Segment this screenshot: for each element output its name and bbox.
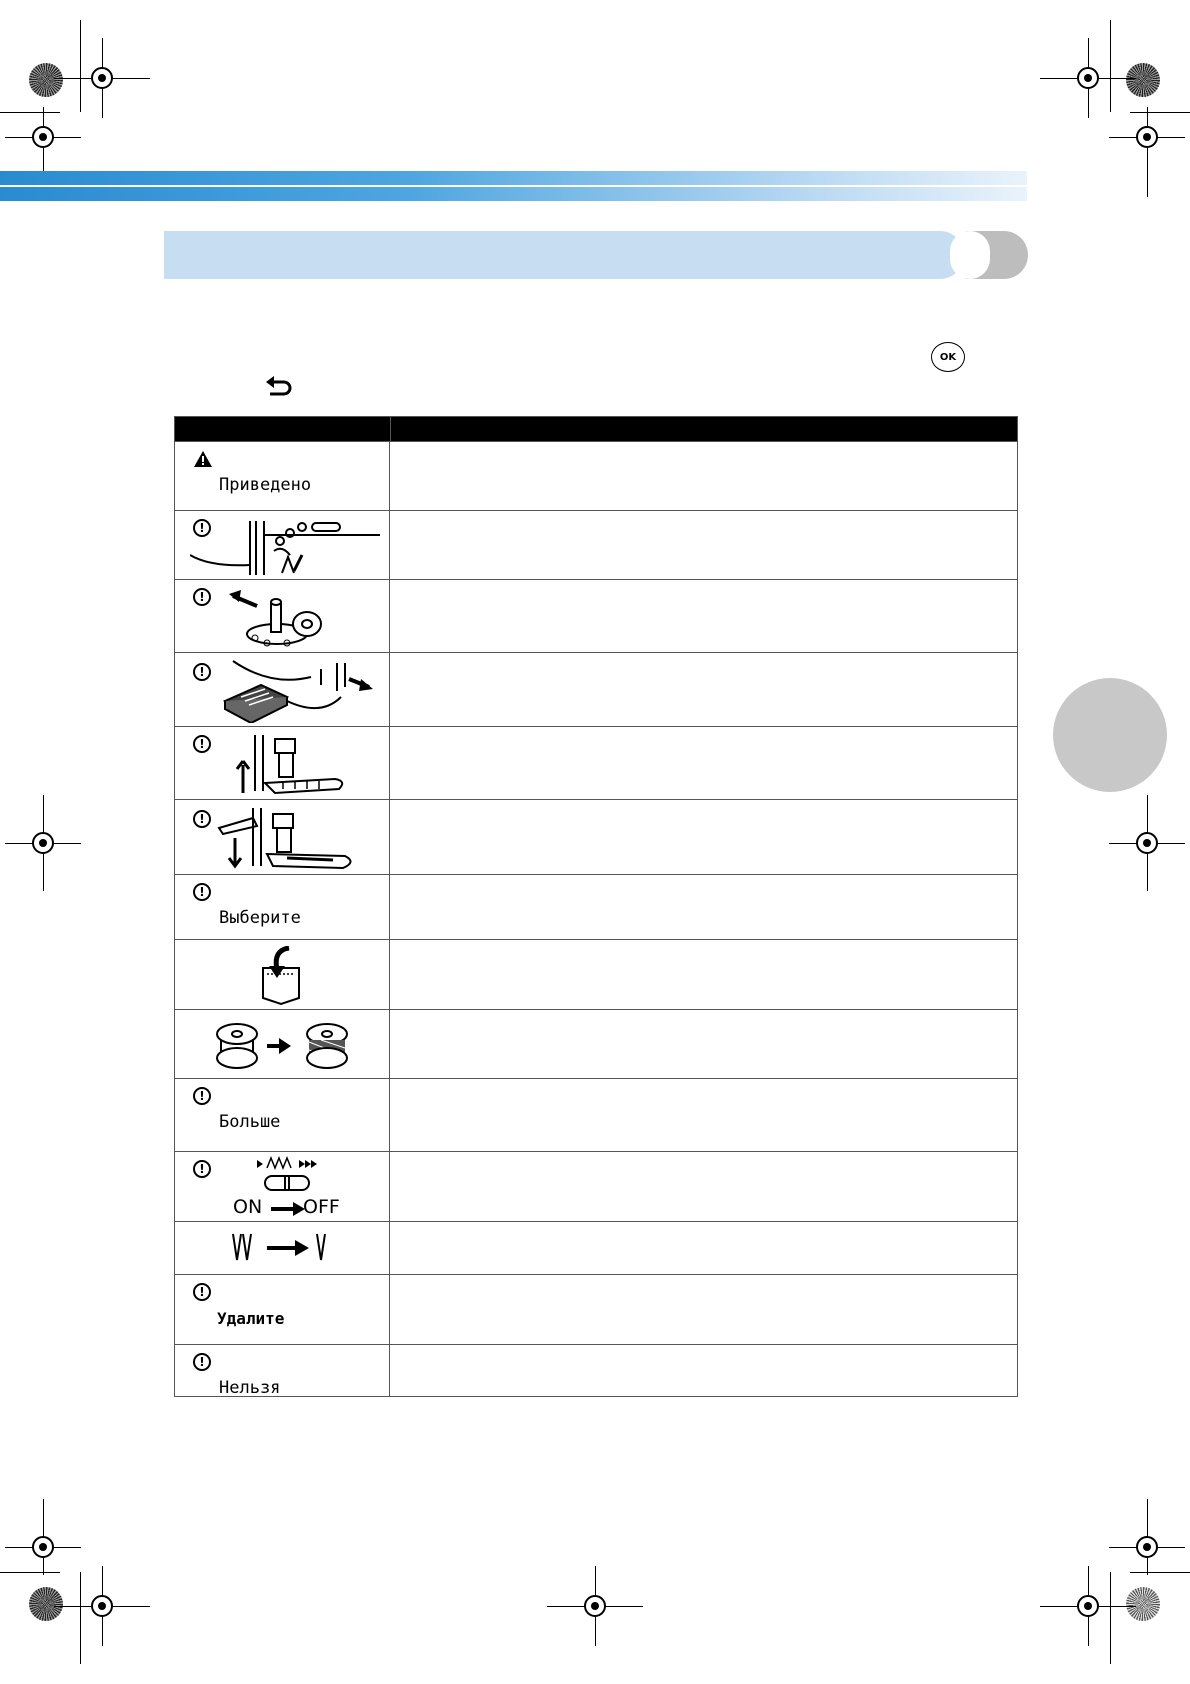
trim-line: [1110, 1572, 1111, 1664]
bobbin-empty-to-full-icon: [215, 1020, 355, 1072]
lcd-display-cell: [175, 800, 390, 874]
table-row: [175, 799, 1017, 874]
color-registration-icon: [29, 63, 63, 97]
cause-cell: [390, 1079, 1017, 1151]
lcd-display-cell: [175, 1079, 390, 1151]
cause-cell: [390, 800, 1017, 874]
trim-line: [1110, 20, 1111, 112]
needle-position-lever-icon: [190, 515, 380, 577]
cause-cell: [390, 727, 1017, 799]
table-row: [175, 874, 1017, 939]
table-row: [175, 652, 1017, 726]
table-row: [175, 579, 1017, 652]
lcd-line: Больше: [219, 1112, 281, 1132]
alert-circle-icon: !: [193, 1087, 211, 1105]
lcd-line: Приведено: [219, 475, 312, 495]
table-header: [175, 417, 1017, 441]
error-message-table: [174, 416, 1018, 1397]
table-row: [175, 510, 1017, 579]
switch-off-label: OFF: [303, 1196, 340, 1218]
lcd-display-cell: [175, 940, 390, 1009]
table-row: [175, 1344, 1017, 1396]
trim-line: [1130, 112, 1190, 113]
warning-triangle-icon: [193, 450, 213, 468]
switch-on-label: ON: [233, 1196, 263, 1218]
trim-line: [0, 1572, 60, 1573]
section-title-cap: [966, 231, 1028, 279]
table-row: [175, 1221, 1017, 1274]
lcd-display-cell: [175, 580, 390, 652]
trim-line: [80, 1572, 81, 1664]
alert-circle-icon: !: [193, 1353, 211, 1371]
lcd-display-cell: [175, 727, 390, 799]
table-row: [175, 1151, 1017, 1221]
color-registration-icon: [29, 1587, 63, 1621]
alert-circle-icon: !: [193, 883, 211, 901]
lcd-display-cell: [175, 442, 390, 510]
twin-to-single-needle-icon: [231, 1232, 341, 1266]
cause-cell: [390, 442, 1017, 510]
cause-cell: [390, 1345, 1017, 1396]
table-row: [175, 1009, 1017, 1078]
cause-cell: [390, 580, 1017, 652]
header-band: [0, 171, 1027, 201]
pocket-save-icon: [259, 946, 303, 1006]
lcd-display-cell: [175, 1152, 390, 1221]
lcd-display-cell: [175, 1010, 390, 1078]
lcd-line: Удалите: [217, 1309, 285, 1328]
table-row: [175, 726, 1017, 799]
buttonhole-lever-down-icon: [213, 804, 363, 872]
back-arrow-icon: [264, 374, 294, 398]
alert-circle-icon: !: [193, 588, 211, 606]
table-row: [175, 939, 1017, 1009]
lcd-display-cell: [175, 653, 390, 726]
alert-circle-icon: !: [193, 1160, 211, 1178]
alert-circle-icon: !: [193, 1283, 211, 1301]
color-registration-icon: [1126, 1587, 1160, 1621]
ok-button-label: OK: [939, 351, 957, 363]
trim-line: [80, 20, 81, 112]
color-registration-icon: [1126, 63, 1160, 97]
alert-circle-icon: !: [193, 663, 211, 681]
feed-dog-switch-icon: [251, 1156, 351, 1194]
section-title-bar: [164, 231, 964, 279]
cause-cell: [390, 511, 1017, 579]
ok-button-icon: [931, 342, 965, 372]
cause-cell: [390, 653, 1017, 726]
column-header-display: [175, 417, 391, 441]
cause-cell: [390, 1275, 1017, 1344]
alert-circle-icon: !: [193, 519, 211, 537]
trim-line: [1130, 1572, 1190, 1573]
chapter-tab: [1053, 678, 1167, 792]
lcd-line: Нельзя: [219, 1378, 281, 1396]
alert-circle-icon: !: [193, 735, 211, 753]
trim-line: [0, 112, 60, 113]
cause-cell: [390, 1222, 1017, 1274]
foot-controller-icon: [221, 657, 381, 723]
arrow-right-icon: [271, 1202, 305, 1216]
table-row: [175, 1274, 1017, 1344]
table-row: [175, 1078, 1017, 1151]
lcd-display-cell: [175, 1222, 390, 1274]
lcd-display-cell: [175, 1275, 390, 1344]
cause-cell: [390, 940, 1017, 1009]
cause-cell: [390, 1010, 1017, 1078]
lcd-display-cell: [175, 511, 390, 579]
bobbin-winder-shaft-icon: [225, 586, 335, 648]
lcd-line: Выберите: [219, 908, 301, 928]
alert-circle-icon: !: [193, 810, 211, 828]
cause-cell: [390, 1152, 1017, 1221]
lcd-display-cell: [175, 1345, 390, 1396]
table-row: [175, 441, 1017, 510]
presser-foot-lever-up-icon: [235, 731, 365, 797]
lcd-display-cell: [175, 875, 390, 939]
cause-cell: [390, 875, 1017, 939]
